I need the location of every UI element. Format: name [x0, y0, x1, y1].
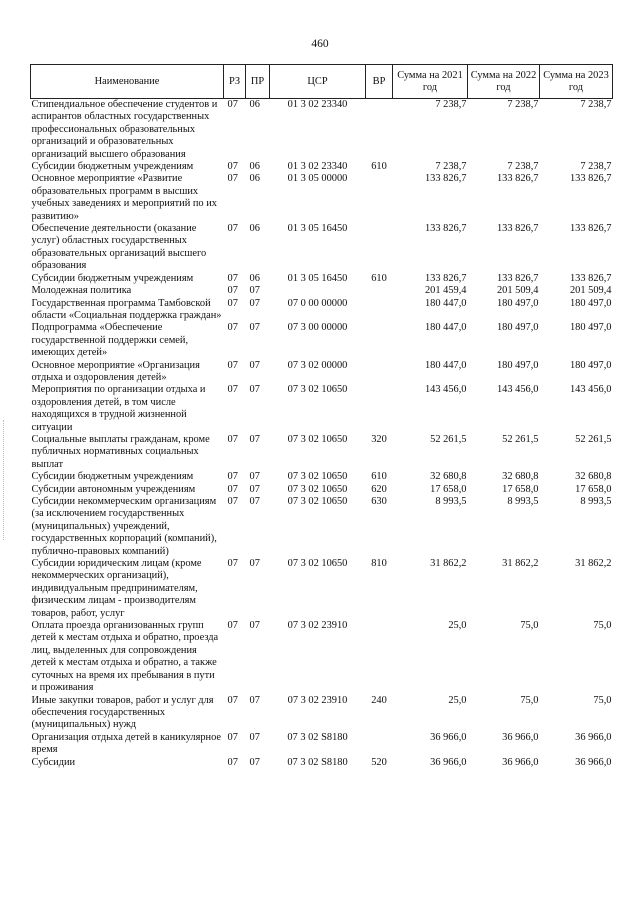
row-sum-2022: 31 862,2 — [502, 558, 539, 570]
row-sum-2023: 7 238,7 — [580, 161, 612, 173]
table-row — [31, 695, 613, 732]
table-row — [31, 620, 613, 694]
row-sum-2022: 180 497,0 — [496, 297, 539, 309]
row-rz: 07 — [227, 756, 238, 768]
table-row — [31, 484, 613, 496]
row-sum-2023: 52 261,5 — [575, 433, 612, 445]
row-sum-2023: 180 497,0 — [569, 322, 612, 334]
row-sum-2023: 180 497,0 — [569, 359, 612, 371]
row-name: Основное мероприятие «Организация отдыха и оздоровления детей» — [31, 359, 200, 383]
budget-table — [30, 64, 613, 769]
row-csr: 01 3 02 23340 — [287, 161, 348, 173]
row-sum-2022: 143 456,0 — [496, 384, 539, 396]
header-csr: ЦСР — [270, 65, 366, 99]
table-row — [31, 757, 613, 769]
table-row — [31, 173, 613, 223]
row-vr — [366, 298, 393, 323]
row-csr: 07 3 00 00000 — [287, 322, 348, 334]
row-pr: 07 — [249, 384, 260, 396]
row-rz: 07 — [227, 620, 238, 632]
row-sum-2021: 25,0 — [448, 620, 467, 632]
row-csr: 07 3 02 10650 — [287, 433, 348, 445]
row-name: Субсидии юридическим лицам (кроме некоммерческих организаций), индивидуальным предпринимателям, физическим лицам - производителям товаров, работ, услуг — [31, 558, 202, 619]
row-csr — [270, 285, 366, 297]
row-pr: 07 — [249, 285, 260, 297]
row-name: Молодежная политика — [31, 285, 132, 297]
row-sum-2022: 133 826,7 — [496, 223, 539, 235]
page-number: 460 — [311, 38, 329, 50]
row-pr: 07 — [249, 496, 260, 507]
header-sum-2021: Сумма на 2021 год — [393, 65, 468, 99]
row-sum-2021: 7 238,7 — [435, 99, 467, 110]
row-name: Субсидии бюджетным учреждениям — [31, 471, 194, 483]
row-pr: 07 — [249, 694, 260, 706]
row-pr: 07 — [249, 620, 260, 632]
row-vr — [366, 322, 393, 359]
row-name: Оплата проезда организованных групп детей к местам отдыха и обратно, проезда лиц, выделенных для сопровождения детей к местам отдыха и обратно, а также суточных на время их пребывания в пути и проживания — [31, 620, 219, 694]
row-name: Субсидии автономным учреждениям — [31, 483, 196, 495]
header-sum-2022: Сумма на 2022 год — [468, 65, 540, 99]
row-sum-2021: 180 447,0 — [424, 322, 467, 334]
row-vr: 240 — [371, 694, 387, 706]
row-sum-2022: 7 238,7 — [507, 99, 539, 110]
row-pr: 06 — [249, 99, 260, 110]
row-sum-2022: 7 238,7 — [507, 161, 539, 173]
row-sum-2021: 36 966,0 — [430, 731, 467, 743]
row-rz: 07 — [227, 433, 238, 445]
row-rz: 07 — [227, 471, 238, 483]
row-vr: 620 — [371, 483, 387, 495]
row-pr: 07 — [249, 359, 260, 371]
row-pr: 06 — [249, 161, 260, 173]
row-csr: 01 3 05 16450 — [287, 272, 348, 284]
row-sum-2023: 75,0 — [593, 694, 612, 706]
row-rz: 07 — [227, 173, 238, 185]
table-row — [31, 223, 613, 273]
row-sum-2023: 133 826,7 — [569, 272, 612, 284]
row-name: Субсидии бюджетным учреждениям — [31, 272, 194, 284]
row-pr: 07 — [249, 471, 260, 483]
table-row — [31, 298, 613, 323]
row-sum-2022: 75,0 — [520, 694, 539, 706]
row-sum-2021: 143 456,0 — [424, 384, 467, 396]
row-sum-2023: 201 509,4 — [569, 285, 612, 297]
row-sum-2022: 133 826,7 — [496, 173, 539, 185]
row-vr: 610 — [371, 272, 387, 284]
row-csr: 01 3 02 23340 — [287, 99, 348, 110]
row-pr: 07 — [249, 731, 260, 743]
row-sum-2022: 52 261,5 — [502, 433, 539, 445]
row-sum-2021: 36 966,0 — [430, 756, 467, 768]
row-rz: 07 — [227, 694, 238, 706]
row-sum-2023: 133 826,7 — [569, 173, 612, 185]
row-vr: 630 — [371, 496, 387, 507]
row-sum-2021: 52 261,5 — [430, 433, 467, 445]
row-pr: 06 — [249, 223, 260, 235]
row-csr: 07 3 02 10650 — [287, 483, 348, 495]
row-sum-2022: 32 680,8 — [502, 471, 539, 483]
row-pr: 07 — [249, 297, 260, 309]
table-row — [31, 161, 613, 173]
table-row — [31, 471, 613, 483]
header-sum-2023: Сумма на 2023 год — [540, 65, 613, 99]
row-vr: 610 — [371, 471, 387, 483]
row-vr — [366, 173, 393, 223]
table-row — [31, 99, 613, 162]
row-csr: 01 3 05 16450 — [287, 223, 348, 235]
row-name: Стипендиальное обеспечение студентов и аспирантов областных государственных профессиональных образовательных организаций и образовательных организаций высшего образования — [31, 99, 218, 160]
row-pr: 07 — [249, 756, 260, 768]
row-csr: 07 3 02 10650 — [287, 384, 348, 396]
row-vr — [366, 620, 393, 694]
row-vr: 320 — [371, 433, 387, 445]
row-sum-2022: 201 509,4 — [496, 285, 539, 297]
row-sum-2021: 17 658,0 — [430, 483, 467, 495]
row-sum-2021: 133 826,7 — [424, 223, 467, 235]
row-sum-2022: 180 497,0 — [496, 359, 539, 371]
row-sum-2023: 8 993,5 — [580, 496, 612, 507]
row-name: Организация отдыха детей в каникулярное время — [31, 731, 222, 756]
table-row — [31, 496, 613, 558]
row-sum-2022: 75,0 — [520, 620, 539, 632]
header-name: Наименование — [31, 65, 224, 99]
row-sum-2023: 36 966,0 — [575, 756, 612, 768]
table-row — [31, 273, 613, 285]
row-name: Основное мероприятие «Развитие образовательных программ в высших учебных заведениях и мероприятий по их развитию» — [31, 173, 217, 222]
row-rz: 07 — [227, 223, 238, 235]
row-sum-2021: 25,0 — [448, 694, 467, 706]
row-pr: 06 — [249, 272, 260, 284]
row-pr: 07 — [249, 433, 260, 445]
row-sum-2023: 7 238,7 — [580, 99, 612, 110]
row-sum-2022: 8 993,5 — [507, 496, 539, 507]
row-sum-2023: 17 658,0 — [575, 483, 612, 495]
row-pr: 07 — [249, 483, 260, 495]
row-sum-2023: 180 497,0 — [569, 297, 612, 309]
row-csr: 07 0 00 00000 — [287, 297, 348, 309]
row-csr: 07 3 02 00000 — [287, 359, 348, 371]
header-pr: ПР — [246, 65, 270, 99]
row-sum-2021: 7 238,7 — [435, 161, 467, 173]
row-vr: 810 — [371, 558, 387, 570]
row-name: Социальные выплаты гражданам, кроме публичных нормативных социальных выплат — [31, 433, 210, 470]
row-sum-2021: 201 459,4 — [424, 285, 467, 297]
row-name: Иные закупки товаров, работ и услуг для обеспечения государственных (муниципальных) нужд — [31, 694, 214, 731]
row-sum-2021: 133 826,7 — [424, 272, 467, 284]
row-sum-2023: 36 966,0 — [575, 731, 612, 743]
row-rz: 07 — [227, 272, 238, 284]
row-csr: 07 3 02 10650 — [287, 471, 348, 483]
row-name: Обеспечение деятельности (оказание услуг) областных государственных образовательных организаций высшего образования — [31, 223, 207, 272]
row-name: Подпрограмма «Обеспечение государственной поддержки семей, имеющих детей» — [31, 322, 189, 359]
row-rz: 07 — [227, 297, 238, 309]
header-rz: РЗ — [224, 65, 246, 99]
row-sum-2023: 143 456,0 — [569, 384, 612, 396]
row-sum-2023: 75,0 — [593, 620, 612, 632]
table-row — [31, 285, 613, 297]
row-vr — [366, 384, 393, 434]
row-pr: 07 — [249, 322, 260, 334]
row-rz: 07 — [227, 285, 238, 297]
row-sum-2022: 180 497,0 — [496, 322, 539, 334]
row-vr — [366, 285, 393, 297]
row-rz: 07 — [227, 496, 238, 507]
row-vr — [366, 360, 393, 385]
table-header — [31, 65, 613, 99]
row-csr: 01 3 05 00000 — [287, 173, 348, 185]
row-sum-2023: 32 680,8 — [575, 471, 612, 483]
row-name: Мероприятия по организации отдыха и оздоровления детей, в том числе находящихся в трудной жизненной ситуации — [31, 384, 206, 433]
table-row — [31, 322, 613, 359]
table-row — [31, 732, 613, 757]
row-csr: 07 3 02 S8180 — [287, 731, 348, 743]
row-rz: 07 — [227, 161, 238, 173]
row-sum-2023: 31 862,2 — [575, 558, 612, 570]
row-rz: 07 — [227, 731, 238, 743]
row-sum-2021: 32 680,8 — [430, 471, 467, 483]
row-name: Субсидии бюджетным учреждениям — [31, 161, 194, 173]
header-vr: ВР — [366, 65, 393, 99]
row-rz: 07 — [227, 322, 238, 334]
margin-marks — [3, 420, 7, 540]
row-sum-2023: 133 826,7 — [569, 223, 612, 235]
row-sum-2021: 180 447,0 — [424, 297, 467, 309]
row-vr — [366, 223, 393, 273]
row-vr — [366, 732, 393, 757]
row-sum-2022: 36 966,0 — [502, 756, 539, 768]
row-csr: 07 3 02 23910 — [287, 620, 348, 632]
row-csr: 07 3 02 10650 — [287, 496, 348, 507]
row-sum-2022: 17 658,0 — [502, 483, 539, 495]
row-rz: 07 — [227, 384, 238, 396]
row-rz: 07 — [227, 558, 238, 570]
row-sum-2022: 133 826,7 — [496, 272, 539, 284]
row-rz: 07 — [227, 359, 238, 371]
row-vr: 520 — [371, 756, 387, 768]
row-csr: 07 3 02 23910 — [287, 694, 348, 706]
table-row — [31, 434, 613, 471]
row-name: Субсидии некоммерческим организациям (за исключением государственных (муниципальных) учреждений, государственных корпораций (компаний), публично-правовых компаний) — [31, 496, 217, 557]
table-row — [31, 384, 613, 434]
row-csr: 07 3 02 10650 — [287, 558, 348, 570]
row-rz: 07 — [227, 99, 238, 110]
row-sum-2021: 180 447,0 — [424, 359, 467, 371]
table-row — [31, 360, 613, 385]
row-sum-2021: 133 826,7 — [424, 173, 467, 185]
row-csr: 07 3 02 S8180 — [287, 756, 348, 768]
row-sum-2021: 8 993,5 — [435, 496, 467, 507]
row-vr — [366, 99, 393, 162]
row-name: Государственная программа Тамбовской области «Социальная поддержка граждан» — [31, 297, 222, 321]
table-row — [31, 558, 613, 620]
row-pr: 06 — [249, 173, 260, 185]
row-rz: 07 — [227, 483, 238, 495]
row-pr: 07 — [249, 558, 260, 570]
row-sum-2021: 31 862,2 — [430, 558, 467, 570]
table-body — [31, 99, 613, 769]
row-vr: 610 — [371, 161, 387, 173]
row-sum-2022: 36 966,0 — [502, 731, 539, 743]
row-name: Субсидии — [31, 756, 76, 768]
